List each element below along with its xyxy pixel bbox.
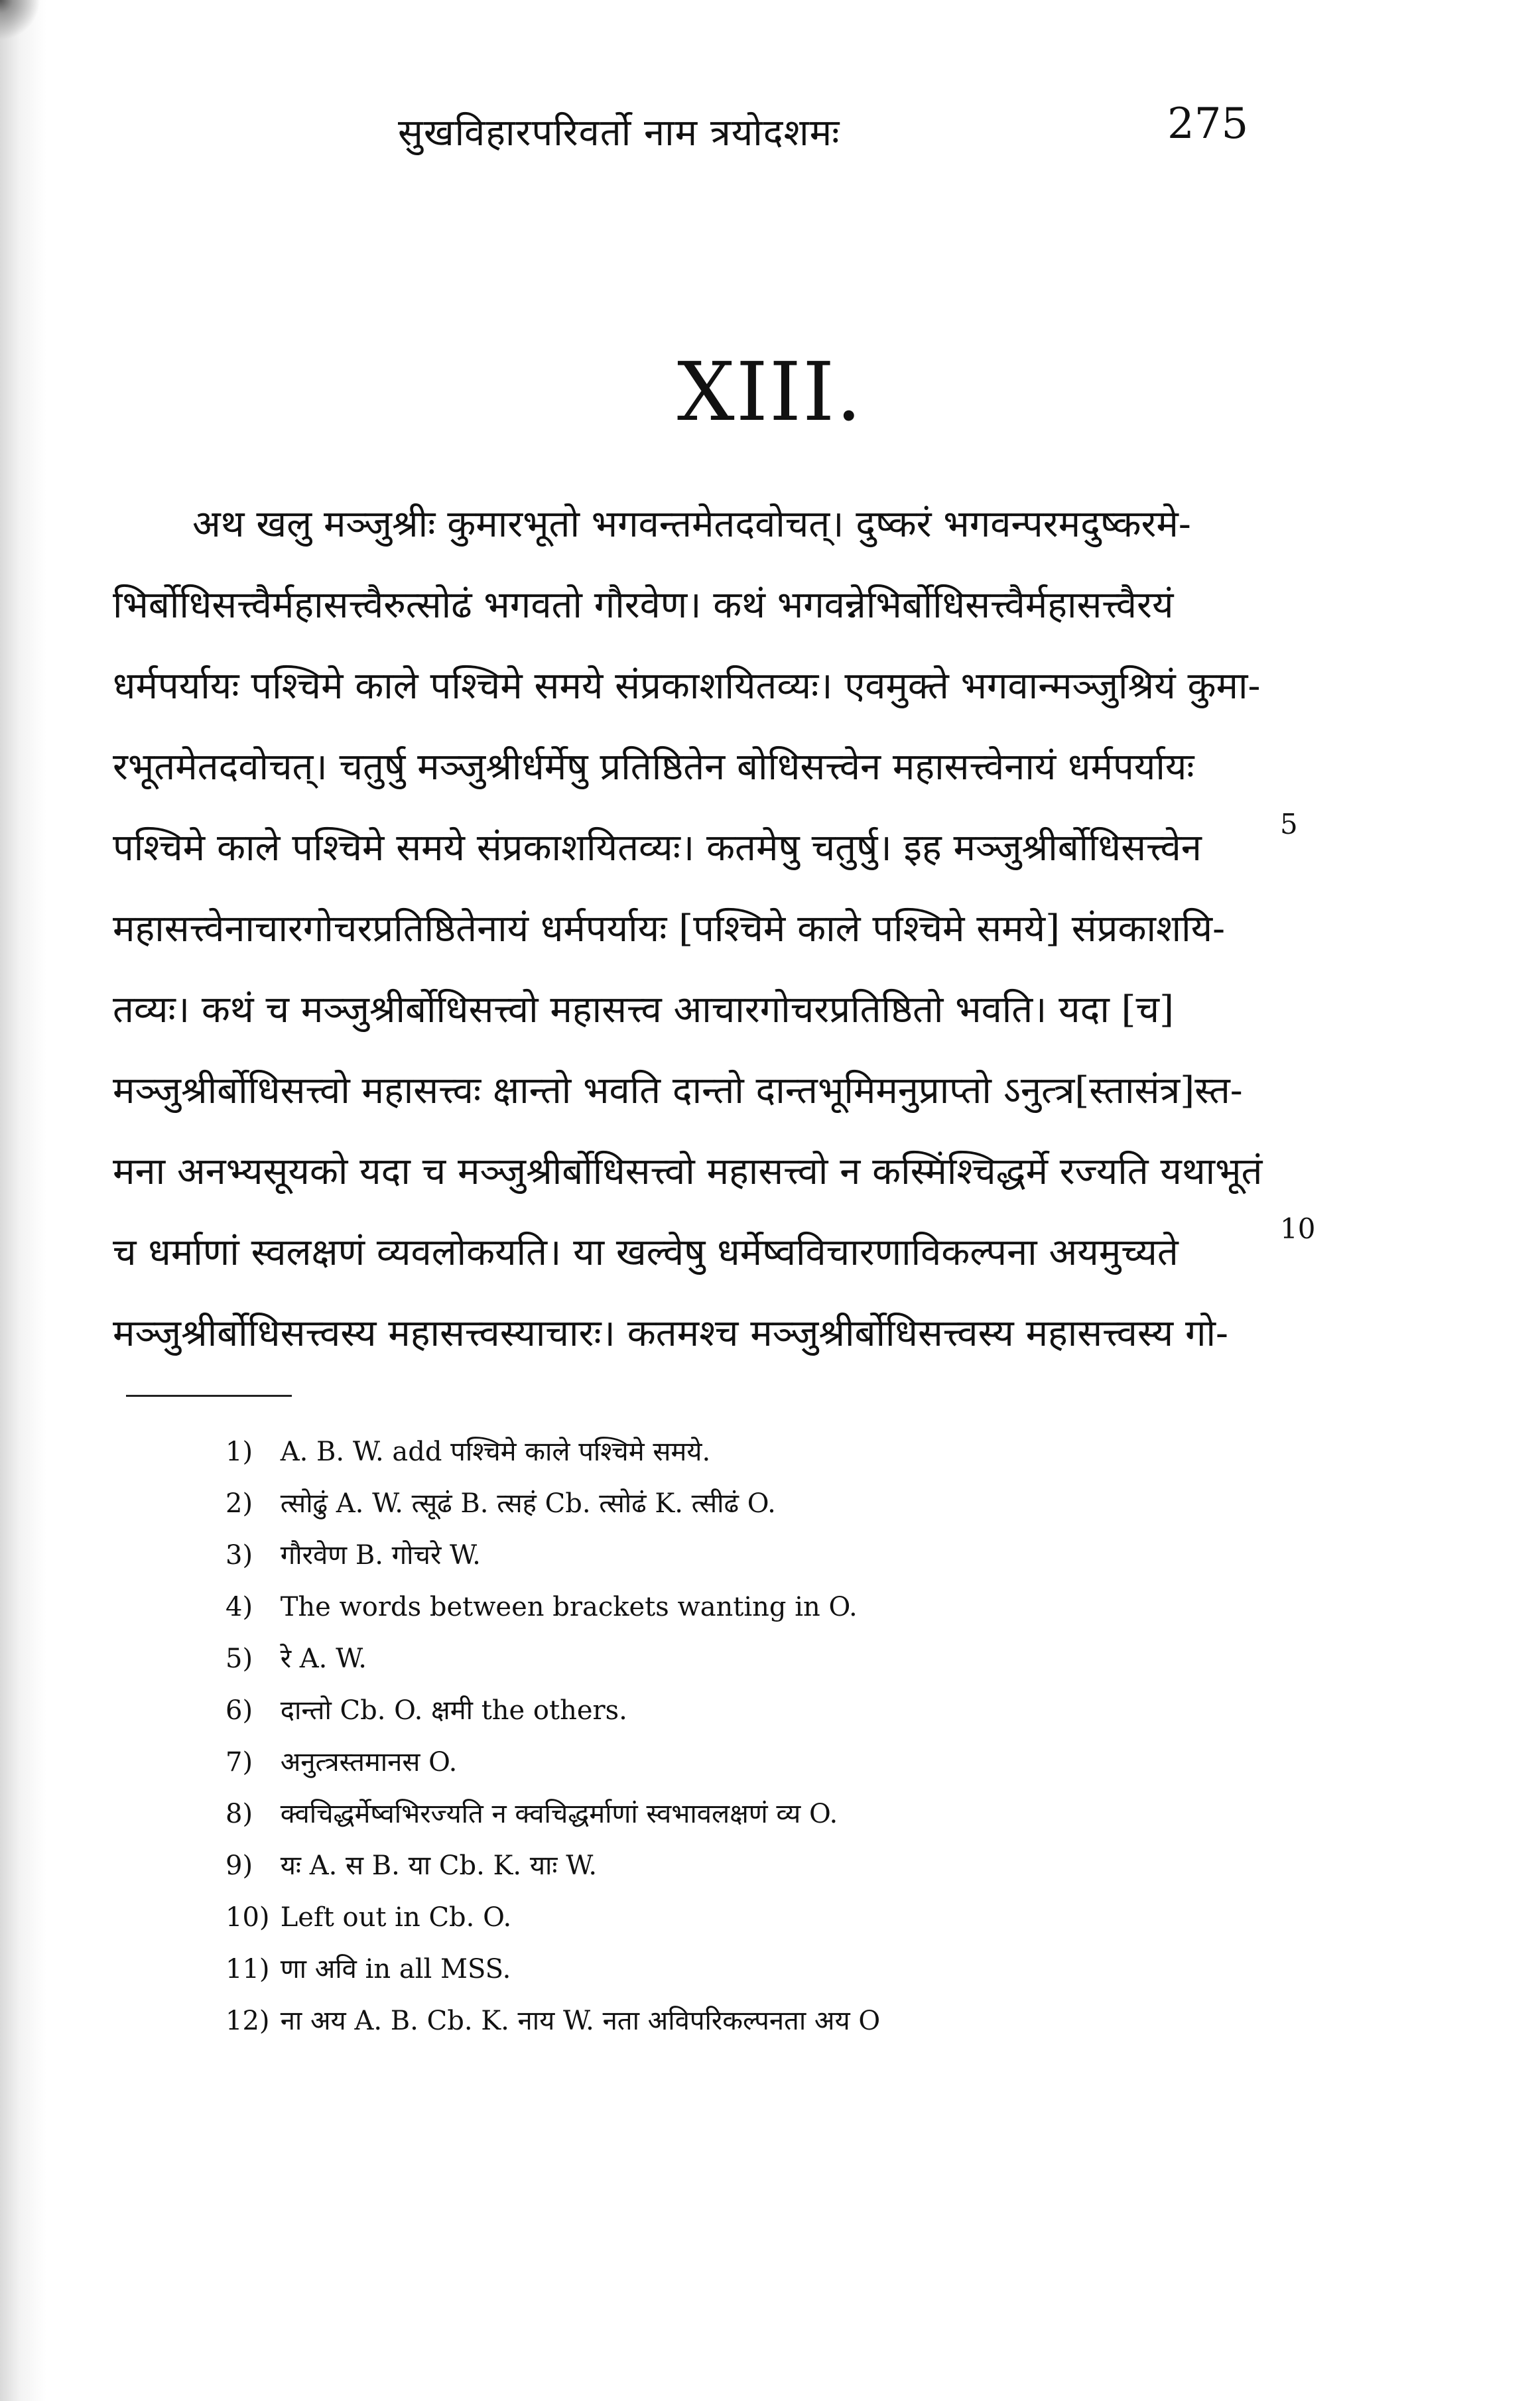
text-line: धर्मपर्यायः पश्चिमे काले पश्चिमे समये संप्रकाशयितव्यः। एवमुक्ते भगवान्मञ्जुश्रियं कुमा- xyxy=(113,665,1261,708)
footnote-text: गौरवेण B. गोचरे W. xyxy=(280,1540,481,1571)
footnote-number: 3) xyxy=(225,1540,253,1571)
footnote-text: The words between brackets wanting in O. xyxy=(280,1592,858,1622)
footnote-number: 11) xyxy=(225,1954,270,1984)
running-head: सुखविहारपरिवर्तो नाम त्रयोदशमः xyxy=(398,111,840,155)
text-line: मञ्जुश्रीर्बोधिसत्त्वो महासत्त्वः क्षान्तो भवति दान्तो दान्तभूमिमनुप्राप्तो ऽनुत्त्र[स्तासंत्र]स्त- xyxy=(113,1069,1243,1112)
footnote xyxy=(225,1995,1220,2047)
scan-corner-mark xyxy=(0,0,40,40)
footnote xyxy=(225,1840,1220,1892)
footnote xyxy=(225,1633,1220,1685)
footnote-number: 5) xyxy=(225,1644,253,1674)
chapter-title: XIII. xyxy=(676,345,864,439)
page-number: 275 xyxy=(1167,99,1249,149)
footnote-text: अनुत्त्रस्तमानस O. xyxy=(280,1747,458,1778)
footnote-rule xyxy=(126,1395,292,1397)
footnote xyxy=(225,1892,1220,1943)
text-line: पश्चिमे काले पश्चिमे समये संप्रकाशयितव्यः। कतमेषु चतुर्षु। इह मञ्जुश्रीर्बोधिसत्त्वेन xyxy=(113,826,1202,870)
footnote-text: दान्तो Cb. O. क्षमी the others. xyxy=(280,1695,627,1726)
footnote-number: 7) xyxy=(225,1747,253,1778)
footnote xyxy=(225,1943,1220,1995)
line-number-10: 10 xyxy=(1280,1212,1316,1245)
footnote-number: 9) xyxy=(225,1850,253,1881)
footnote xyxy=(225,1529,1220,1581)
footnote-number: 12) xyxy=(225,2006,270,2036)
footnote-number: 8) xyxy=(225,1799,253,1829)
footnote-text: रे A. W. xyxy=(280,1644,367,1674)
text-line: तव्यः। कथं च मञ्जुश्रीर्बोधिसत्त्वो महासत्त्व आचारगोचरप्रतिष्ठितो भवति। यदा [च] xyxy=(113,988,1174,1031)
text-line: मना अनभ्यसूयको यदा च मञ्जुश्रीर्बोधिसत्त्वो महासत्त्वो न कस्मिंश्चिद्धर्मे रज्यति यथाभूतं xyxy=(113,1150,1263,1193)
line-number-5: 5 xyxy=(1280,808,1298,840)
footnote xyxy=(225,1426,1220,1478)
footnote xyxy=(225,1736,1220,1788)
footnote-number: 1) xyxy=(225,1437,253,1467)
footnote-number: 4) xyxy=(225,1592,253,1622)
footnote-number: 6) xyxy=(225,1695,253,1726)
footnote-number: 2) xyxy=(225,1488,253,1519)
footnote-text: णा अवि in all MSS. xyxy=(280,1954,511,1984)
text-line: च धर्माणां स्वलक्षणं व्यवलोकयति। या खल्वेषु धर्मेष्वविचारणाविकल्पना अयमुच्यते xyxy=(113,1231,1179,1274)
footnote-text: त्सोढुं A. W. त्सूढं B. त्सहं Cb. त्सोढं K. त्सीढं O. xyxy=(280,1488,776,1519)
footnote-text: A. B. W. add पश्चिमे काले पश्चिमे समये. xyxy=(280,1437,711,1467)
footnote xyxy=(225,1581,1220,1633)
text-line: रभूतमेतदवोचत्। चतुर्षु मञ्जुश्रीर्धर्मेषु प्रतिष्ठितेन बोधिसत्त्वेन महासत्त्वेनायं धर्मपर्यायः xyxy=(113,746,1194,789)
footnote xyxy=(225,1788,1220,1840)
text-line: मञ्जुश्रीर्बोधिसत्त्वस्य महासत्त्वस्याचारः। कतमश्च मञ्जुश्रीर्बोधिसत्त्वस्य महासत्त्वस्य गो- xyxy=(113,1312,1228,1355)
footnotes xyxy=(225,1426,1220,2047)
text-line: भिर्बोधिसत्त्वैर्महासत्त्वैरुत्सोढं भगवतो गौरवेण। कथं भगवन्नेभिर्बोधिसत्त्वैर्महासत्त्वैरयं xyxy=(113,584,1174,627)
footnote-text: क्वचिद्धर्मेष्वभिरज्यति न क्वचिद्धर्माणां स्वभावलक्षणं व्य O. xyxy=(280,1799,838,1829)
footnote xyxy=(225,1478,1220,1529)
footnote xyxy=(225,1685,1220,1736)
text-line: अथ खलु मञ्जुश्रीः कुमारभूतो भगवन्तमेतदवोचत्। दुष्करं भगवन्परमदुष्करमे- xyxy=(192,503,1191,546)
text-line: महासत्त्वेनाचारगोचरप्रतिष्ठितेनायं धर्मपर्यायः [पश्चिमे काले पश्चिमे समये] संप्रकाशयि- xyxy=(113,907,1225,950)
footnote-text: यः A. स B. या Cb. K. याः W. xyxy=(280,1850,598,1881)
footnote-text: ना अय A. B. Cb. K. नाय W. नता अविपरिकल्पनता अय O xyxy=(280,2006,881,2036)
body-text xyxy=(113,484,1280,1374)
footnote-text: Left out in Cb. O. xyxy=(280,1902,512,1933)
footnote-number: 10) xyxy=(225,1902,270,1933)
